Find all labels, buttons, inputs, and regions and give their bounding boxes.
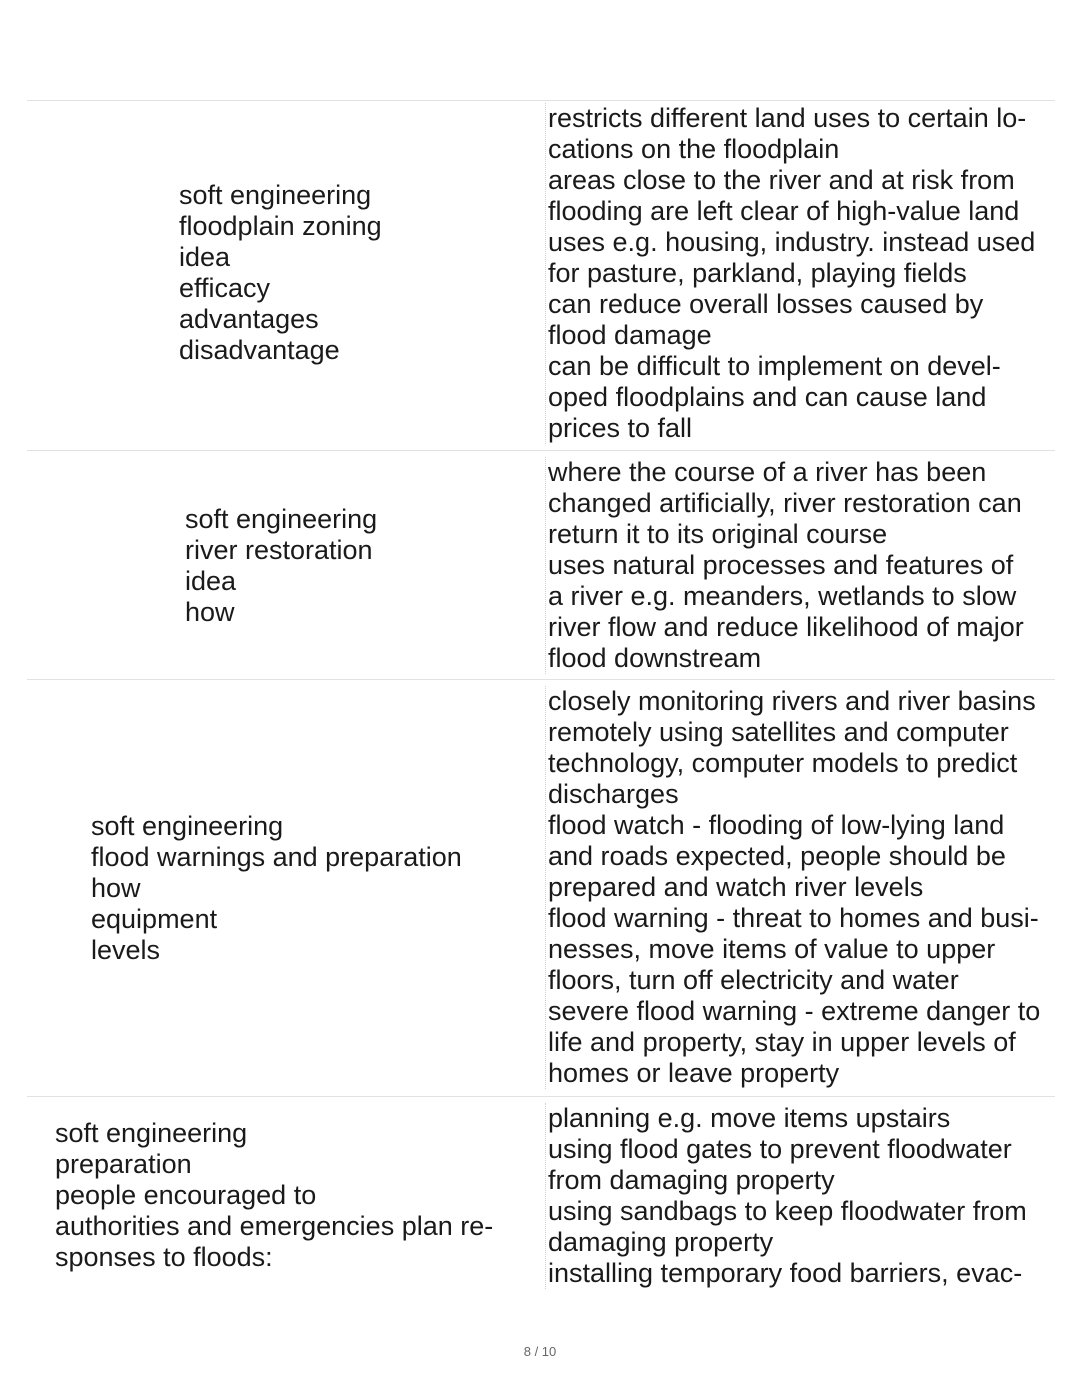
term-line: flood warnings and preparation	[91, 842, 462, 872]
definition-line: using sandbags to keep floodwater from	[548, 1196, 1027, 1226]
definition-line: flood downstream	[548, 643, 762, 673]
definition-line: where the course of a river has been	[548, 457, 987, 487]
definition-line: life and property, stay in upper levels of	[548, 1027, 1016, 1057]
definition-line: using flood gates to prevent floodwater	[548, 1134, 1012, 1164]
row-divider	[27, 100, 1055, 101]
definition-line: can reduce overall losses caused by	[548, 289, 984, 319]
row-divider	[27, 450, 1055, 451]
term-line: floodplain zoning	[179, 211, 382, 241]
term-line: efficacy	[179, 273, 271, 303]
term-line: levels	[91, 935, 161, 965]
term-line: preparation	[55, 1149, 192, 1179]
definition-line: a river e.g. meanders, wetlands to slow	[548, 581, 1017, 611]
definition-line: for pasture, parkland, playing fields	[548, 258, 967, 288]
definition-line: remotely using satellites and computer	[548, 717, 1009, 747]
definition-line: from damaging property	[548, 1165, 835, 1195]
definition-line: changed artificially, river restoration can	[548, 488, 1022, 518]
definition-line: prices to fall	[548, 413, 693, 443]
term-line: how	[185, 597, 235, 627]
row-4-terms	[55, 1118, 493, 1273]
row-divider	[27, 679, 1055, 680]
definition-line: prepared and watch river levels	[548, 872, 924, 902]
definition-line: uses e.g. housing, industry. instead used	[548, 227, 1036, 257]
definition-line: flood damage	[548, 320, 712, 350]
row-2-definition	[545, 457, 1053, 674]
definition-line: river flow and reduce likelihood of major	[548, 612, 1024, 642]
definition-line: and roads expected, people should be	[548, 841, 1006, 871]
row-3-terms	[91, 811, 462, 966]
definition-line: nesses, move items of value to upper	[548, 934, 996, 964]
definition-line: damaging property	[548, 1227, 774, 1257]
term-line: soft engineering	[185, 504, 378, 534]
term-line: equipment	[91, 904, 218, 934]
definition-line: uses natural processes and features of	[548, 550, 1014, 580]
term-line: idea	[179, 242, 231, 272]
definition-line: floors, turn off electricity and water	[548, 965, 959, 995]
row-3-definition	[545, 686, 1053, 1089]
definition-line: restricts different land uses to certain lo-	[548, 103, 1027, 133]
definition-line: discharges	[548, 779, 679, 809]
term-line: advantages	[179, 304, 319, 334]
definition-line: installing temporary food barriers, evac-	[548, 1258, 1023, 1288]
definition-line: return it to its original course	[548, 519, 888, 549]
definition-line: planning e.g. move items upstairs	[548, 1103, 951, 1133]
definition-line: oped floodplains and can cause land	[548, 382, 987, 412]
term-line: river restoration	[185, 535, 373, 565]
definition-line: flood warning - threat to homes and busi-	[548, 903, 1039, 933]
row-2-terms	[185, 504, 377, 628]
term-line: sponses to floods:	[55, 1242, 273, 1272]
definition-line: areas close to the river and at risk from	[548, 165, 1015, 195]
term-line: idea	[185, 566, 237, 596]
term-line: soft engineering	[55, 1118, 248, 1148]
definition-line: severe flood warning - extreme danger to	[548, 996, 1041, 1026]
term-line: soft engineering	[91, 811, 284, 841]
definition-line: closely monitoring rivers and river basins	[548, 686, 1036, 716]
row-4-definition	[545, 1103, 1053, 1289]
term-line: authorities and emergencies plan re-	[55, 1211, 494, 1241]
row-divider	[27, 1096, 1055, 1097]
definition-line: flood watch - flooding of low-lying land	[548, 810, 1005, 840]
definition-line: homes or leave property	[548, 1058, 840, 1088]
definition-line: technology, computer models to predict	[548, 748, 1018, 778]
definition-line: cations on the floodplain	[548, 134, 840, 164]
term-line: disadvantage	[179, 335, 340, 365]
page-indicator: 8 / 10	[523, 1344, 557, 1359]
term-line: people encouraged to	[55, 1180, 317, 1210]
term-line: soft engineering	[179, 180, 372, 210]
definition-line: flooding are left clear of high-value land	[548, 196, 1020, 226]
row-1-definition	[545, 103, 1053, 444]
term-line: how	[91, 873, 141, 903]
row-1-terms	[179, 180, 382, 366]
definition-line: can be difficult to implement on devel-	[548, 351, 1001, 381]
